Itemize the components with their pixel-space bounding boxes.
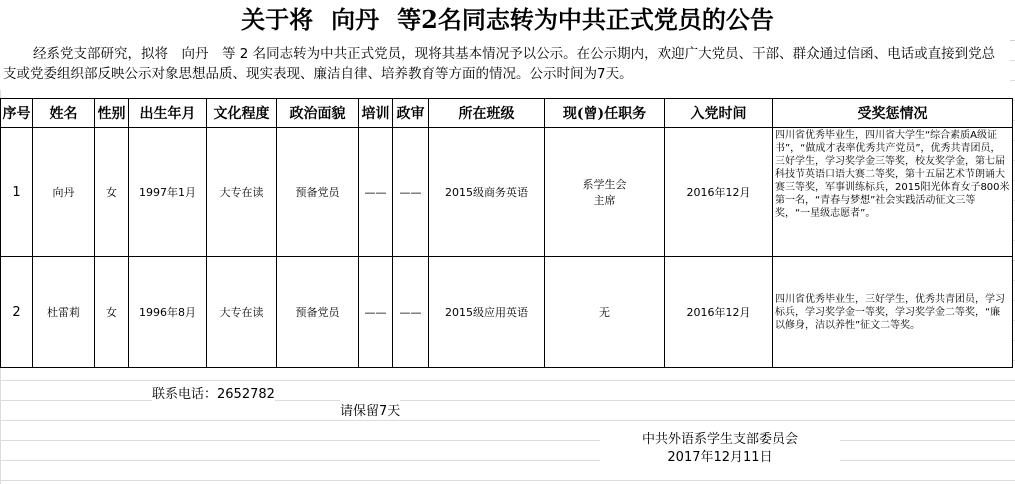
cell-no: 1	[1, 128, 33, 257]
cell-education: 大专在读	[207, 128, 277, 257]
header-review: 政审	[393, 99, 429, 128]
notice-title	[0, 0, 1015, 41]
table-header-row	[1, 99, 1013, 128]
cell-duty	[545, 128, 665, 257]
header-duty: 现(曾)任职务	[545, 99, 665, 128]
header-join-date: 入党时间	[665, 99, 773, 128]
header-political: 政治面貌	[277, 99, 359, 128]
duty-line1: 无	[599, 306, 610, 319]
duty-line1: 系学生会	[582, 178, 627, 191]
duty-line2: 主席	[593, 194, 616, 207]
header-education: 文化程度	[207, 99, 277, 128]
cell-join-date: 2016年12月	[665, 128, 773, 257]
cell-political: 预备党员	[277, 128, 359, 257]
cell-duty	[545, 257, 665, 368]
table-row	[1, 257, 1013, 368]
header-name: 姓名	[33, 99, 95, 128]
intro-text: 经系党支部研究，拟将 向丹 等 2 名同志转为中共正式党员，现将其基本情况予以公示。在公示期内，欢迎广大党员、干部、群众通过信函、电话或直接到党总支或党委组织部反映公示对象思想品质、现实表现、廉洁自律、培养教育等方面的情况。公示时间为7天。	[3, 46, 996, 82]
cell-birth: 1997年1月	[129, 128, 207, 257]
header-class: 所在班级	[429, 99, 545, 128]
cell-join-date: 2016年12月	[665, 257, 773, 368]
contact-number: 2652782	[217, 387, 275, 402]
title-part1: 关于将	[241, 5, 314, 34]
cell-awards: 四川省优秀毕业生，三好学生，优秀共青团员，学习标兵，学习奖学金一等奖，学习奖学金二等奖，“廉以修身，洁以养性”征文二等奖。	[773, 257, 1013, 368]
cell-name: 杜雷莉	[33, 257, 95, 368]
header-no: 序号	[1, 99, 33, 128]
header-awards: 受奖惩情况	[773, 99, 1013, 128]
cell-review: ——	[393, 128, 429, 257]
cell-no: 2	[1, 257, 33, 368]
keep-notice: 请保留7天	[340, 400, 400, 419]
cell-review: ——	[393, 257, 429, 368]
cell-birth: 1996年8月	[129, 257, 207, 368]
issuer-block	[600, 431, 840, 467]
cell-gender: 女	[95, 257, 129, 368]
issue-date: 2017年12月11日	[667, 450, 773, 465]
contact-label: 联系电话：	[152, 387, 218, 402]
cell-political: 预备党员	[277, 257, 359, 368]
cell-education: 大专在读	[207, 257, 277, 368]
header-gender: 性别	[95, 99, 129, 128]
header-birth: 出生年月	[129, 99, 207, 128]
cell-class: 2015级商务英语	[429, 128, 545, 257]
cell-training: ——	[359, 128, 393, 257]
cell-name: 向丹	[33, 128, 95, 257]
title-name: 向丹	[331, 5, 380, 34]
issuer-org: 中共外语系学生支部委员会	[641, 432, 798, 447]
notice-intro	[0, 40, 1010, 90]
title-part2: 等2名同志转为中共正式党员的公告	[397, 5, 774, 34]
header-training: 培训	[359, 99, 393, 128]
cell-training: ——	[359, 257, 393, 368]
cell-awards: 四川省优秀毕业生，四川省大学生“综合素质A级证书”，“做成才表率优秀共产党员”，优秀共青团员，三好学生，学习奖学金三等奖，校友奖学金，第七届科技节英语口语大赛二等奖，第十五届艺术节朗诵大赛三等奖，军事训练标兵，2015阳光体育女子800米第一名，“青春与梦想”社会实践活动征文三等奖，“一星级志愿者”。	[773, 128, 1013, 257]
contact-phone	[152, 383, 275, 402]
cell-gender: 女	[95, 128, 129, 257]
cell-class: 2015级应用英语	[429, 257, 545, 368]
candidate-table	[0, 98, 1013, 368]
table-row	[1, 128, 1013, 257]
